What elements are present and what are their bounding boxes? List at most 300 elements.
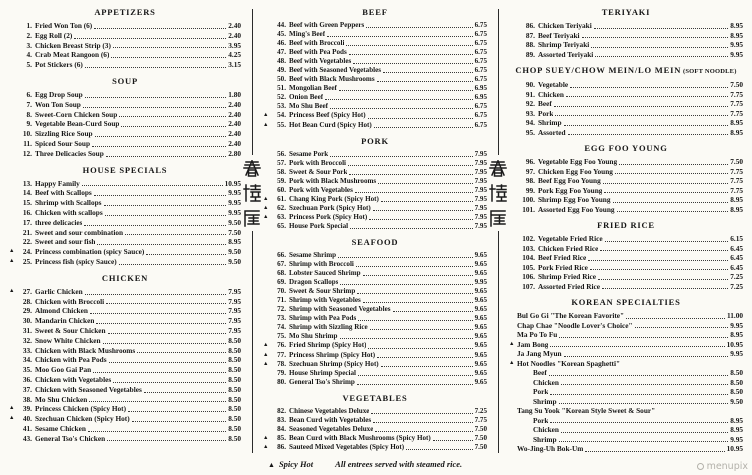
dot-leader xyxy=(144,392,226,393)
item-price: 9.50 xyxy=(228,217,241,227)
item-name: Beef with Pea Pods xyxy=(289,48,347,57)
item-name: Vegetable Fried Rice xyxy=(538,234,603,243)
section-title xyxy=(9,7,241,18)
dot-leader xyxy=(94,195,226,196)
item-name: Beef with Green Peppers xyxy=(289,21,365,29)
menu-section xyxy=(509,220,743,291)
item-name: Egg Roll (2) xyxy=(35,30,73,40)
item-number: 77. xyxy=(277,350,286,359)
dot-leader xyxy=(559,441,729,442)
item-number: 8. xyxy=(26,109,32,119)
item-price: 8.95 xyxy=(730,195,743,204)
item-number: 17. xyxy=(22,217,32,227)
item-price: 7.50 xyxy=(474,442,487,451)
menu-item xyxy=(509,80,743,90)
item-price: 6.75 xyxy=(474,21,487,29)
spicy-icon: ▲ xyxy=(263,351,269,358)
item-number: 103. xyxy=(522,243,535,253)
dot-leader xyxy=(383,72,473,73)
spicy-icon: ▲ xyxy=(263,213,269,220)
item-number: 94. xyxy=(525,118,535,127)
item-name: Spiced Sour Soup xyxy=(35,138,91,148)
menu-item xyxy=(509,21,743,31)
item-name: Chicken with Pea Pods xyxy=(35,355,107,365)
item-number: 16. xyxy=(22,207,32,217)
dot-leader xyxy=(338,257,472,258)
item-name: Won Ton Soup xyxy=(35,99,81,109)
item-name: Chicken Egg Foo Young xyxy=(538,166,613,176)
item-price: 6.75 xyxy=(474,120,487,129)
item-price: 9.95 xyxy=(730,49,743,59)
item-name: Shrimp with Seasoned Vegetables xyxy=(289,305,391,314)
section-title xyxy=(9,273,241,284)
dot-leader xyxy=(377,81,473,82)
item-number: 69. xyxy=(277,278,286,287)
dot-leader xyxy=(378,183,472,184)
item-name: Chicken Fried Rice xyxy=(538,243,599,253)
menu-item xyxy=(9,414,241,424)
item-price: 6.95 xyxy=(474,93,487,102)
menu-columns xyxy=(9,7,743,459)
menu-item xyxy=(263,121,487,130)
section-title xyxy=(9,76,241,87)
item-price: 9.65 xyxy=(474,350,487,359)
item-number: 102. xyxy=(522,234,535,243)
menu-section xyxy=(263,237,487,387)
menu-item xyxy=(509,31,743,41)
item-name: Pork with Vegetables xyxy=(289,185,353,194)
item-name: Chicken with Broccoli xyxy=(35,296,105,306)
item-number: 11. xyxy=(23,138,32,148)
item-price: 3.15 xyxy=(228,60,241,70)
dot-leader xyxy=(358,320,472,321)
spicy-icon: ▲ xyxy=(9,257,15,264)
item-number: 25. xyxy=(22,256,32,266)
dot-leader xyxy=(626,318,725,319)
menu-item xyxy=(509,340,743,350)
item-price: 9.65 xyxy=(474,341,487,350)
item-price: 2.40 xyxy=(228,119,241,129)
menu-item xyxy=(9,41,241,51)
dot-leader xyxy=(88,431,226,432)
item-number: 70. xyxy=(277,287,286,296)
spicy-icon: ▲ xyxy=(509,359,515,366)
menu-item xyxy=(509,349,743,359)
section-title xyxy=(509,65,743,77)
item-name: Szechuan Shrimp (Spicy Hot) xyxy=(289,359,379,368)
dot-leader xyxy=(346,45,472,46)
menu-item xyxy=(509,321,743,331)
item-number: 27. xyxy=(22,286,32,296)
dot-leader xyxy=(393,311,473,312)
item-name: Dragon Scallops xyxy=(289,278,339,287)
menu-section xyxy=(509,65,743,137)
menu-column xyxy=(263,7,487,459)
section-title-text: SEAFOOD xyxy=(351,236,399,247)
item-price: 6.75 xyxy=(474,30,487,39)
item-price: 8.95 xyxy=(730,425,743,434)
item-price: 7.95 xyxy=(474,194,487,203)
dot-leader xyxy=(353,63,472,64)
menu-item xyxy=(9,208,241,218)
item-number: 38. xyxy=(22,394,32,404)
column-divider xyxy=(487,7,509,459)
dot-leader xyxy=(137,352,226,353)
item-name: Beef with Seasoned Vegetables xyxy=(289,66,382,75)
dot-leader xyxy=(125,234,226,235)
item-number: 83. xyxy=(277,415,286,424)
item-number: 9. xyxy=(26,119,32,129)
menu-item xyxy=(509,195,743,205)
item-number: 54. xyxy=(277,111,286,120)
item-price: 9.95 xyxy=(228,198,241,208)
item-price: 8.95 xyxy=(730,330,743,339)
menu-item xyxy=(509,425,743,435)
item-price: 8.95 xyxy=(730,21,743,30)
section-title xyxy=(509,143,743,154)
menu-item xyxy=(263,378,487,387)
item-price: 6.75 xyxy=(474,57,487,66)
dot-leader xyxy=(119,264,227,265)
menu-item xyxy=(509,128,743,138)
item-name: Egg Drop Soup xyxy=(35,89,83,99)
watermark xyxy=(697,461,748,472)
item-number: 62. xyxy=(277,203,286,212)
item-price: 8.95 xyxy=(730,30,743,40)
menu-item xyxy=(263,269,487,278)
menu-item xyxy=(509,416,743,426)
dot-leader xyxy=(103,343,227,344)
menu-item xyxy=(9,149,241,159)
section-title-text: KOREAN SPECIALTIES xyxy=(571,297,681,307)
item-number: 51. xyxy=(277,84,286,93)
menu-item xyxy=(263,314,487,323)
dot-leader xyxy=(363,302,473,303)
dot-leader xyxy=(85,294,227,295)
item-price: 7.95 xyxy=(228,325,241,335)
dot-leader xyxy=(105,215,227,216)
item-name: three delicacies xyxy=(35,217,83,227)
menu-item xyxy=(263,93,487,102)
item-price: 6.75 xyxy=(474,102,487,111)
dot-leader xyxy=(74,38,226,39)
item-price: 9.50 xyxy=(730,396,743,406)
item-price: 2.40 xyxy=(228,129,241,139)
item-price: 9.95 xyxy=(228,188,241,198)
item-price: 8.50 xyxy=(730,387,743,396)
dot-leader xyxy=(84,225,226,226)
menu-item xyxy=(9,247,241,257)
menu-item xyxy=(9,100,241,110)
item-price: 7.95 xyxy=(474,185,487,194)
item-number: 74. xyxy=(277,323,286,332)
item-price: 2.80 xyxy=(228,148,241,158)
menu-item xyxy=(509,157,743,167)
section-title-text: VEGETABLES xyxy=(342,392,408,403)
menu-column xyxy=(9,7,241,459)
item-price: 6.95 xyxy=(474,84,487,93)
dot-leader xyxy=(89,401,226,402)
menu-item xyxy=(263,195,487,204)
item-price: 9.95 xyxy=(730,434,743,444)
dot-leader xyxy=(113,382,226,383)
item-price: 9.95 xyxy=(730,349,743,358)
item-name: Beef Teriyaki xyxy=(538,30,580,40)
item-name: Pot Stickers (6) xyxy=(35,60,83,70)
dot-leader xyxy=(381,201,473,202)
chinese-character-icon xyxy=(488,158,508,178)
dot-leader xyxy=(339,90,473,91)
item-number: 48. xyxy=(277,57,286,66)
dot-leader xyxy=(340,338,473,339)
dot-leader xyxy=(92,146,226,147)
item-name: Shrimp with Scallops xyxy=(35,198,102,208)
menu-item xyxy=(9,375,241,385)
item-price: 7.75 xyxy=(730,89,743,99)
item-number: 32. xyxy=(22,335,32,345)
item-price: 6.75 xyxy=(474,66,487,75)
item-name: Shrimp Fried Rice xyxy=(538,272,596,281)
menu-item xyxy=(263,213,487,222)
menu-item xyxy=(263,186,487,195)
dot-leader xyxy=(106,156,226,157)
spicy-icon: ▲ xyxy=(9,405,15,412)
item-price: 7.95 xyxy=(474,167,487,176)
item-price: 10.95 xyxy=(224,178,241,188)
section-title xyxy=(263,393,487,404)
item-price: 7.95 xyxy=(474,149,487,158)
menu-item xyxy=(9,336,241,346)
dot-leader xyxy=(350,228,472,229)
item-name: Chicken with Seasoned Vegetables xyxy=(35,384,142,394)
item-name: Sesame Shrimp xyxy=(289,250,337,259)
dot-leader xyxy=(97,244,226,245)
item-number: 93. xyxy=(525,108,535,118)
item-number: 73. xyxy=(277,314,286,323)
item-number: 101. xyxy=(522,204,535,214)
item-number: 4. xyxy=(26,50,32,60)
item-number: 12. xyxy=(22,148,32,158)
item-name: Chicken Teriyaki xyxy=(538,21,592,30)
item-price: 7.95 xyxy=(474,176,487,185)
item-price: 8.95 xyxy=(730,415,743,425)
item-number: 91. xyxy=(525,89,535,99)
dot-leader xyxy=(340,284,472,285)
dot-leader xyxy=(325,99,472,100)
item-number: 100. xyxy=(522,195,535,204)
menu-item xyxy=(509,359,743,369)
dot-leader xyxy=(357,384,473,385)
item-name: Crab Meat Rangoon (6) xyxy=(35,50,110,60)
section-title xyxy=(263,7,487,18)
menu-section xyxy=(509,7,743,59)
item-name: Mo Shu Chicken xyxy=(35,394,88,404)
item-price: 9.95 xyxy=(730,40,743,49)
dot-leader xyxy=(106,303,226,304)
menu-item xyxy=(509,234,743,244)
item-number: 2. xyxy=(26,30,32,40)
menu-item xyxy=(9,228,241,238)
dot-leader xyxy=(368,348,472,349)
menu-item xyxy=(509,378,743,388)
dot-leader xyxy=(93,372,226,373)
menu-item xyxy=(509,406,743,416)
item-name: Shrimp with Pea Pods xyxy=(289,314,357,323)
item-number: 86. xyxy=(277,442,286,451)
spicy-legend-label: Spicy Hot xyxy=(278,459,314,469)
item-name: House Shrimp Special xyxy=(289,368,357,377)
menu-item xyxy=(263,305,487,314)
menu-item xyxy=(263,159,487,168)
dot-leader xyxy=(108,333,227,334)
item-price: 7.75 xyxy=(730,176,743,185)
item-number: 85. xyxy=(277,433,286,442)
dot-leader xyxy=(366,27,472,28)
menu-item xyxy=(509,205,743,215)
item-price: 8.50 xyxy=(228,414,241,424)
item-number: 52. xyxy=(277,93,286,102)
item-name: Chicken Breast Strip (3) xyxy=(35,40,111,50)
item-price: 9.65 xyxy=(474,269,487,278)
chinese-character-icon xyxy=(488,183,508,203)
entrees-note: All entrees served with steamed rice. xyxy=(335,459,463,469)
item-name: Three Delicacies Soup xyxy=(35,148,104,158)
item-price: 8.95 xyxy=(730,204,743,214)
menu-item xyxy=(9,365,241,375)
item-name: Szechuan Chicken (Spicy Hot) xyxy=(35,414,130,424)
dot-leader xyxy=(356,266,473,267)
item-price: 9.65 xyxy=(474,260,487,269)
dot-leader xyxy=(617,211,729,212)
menu-item xyxy=(9,188,241,198)
item-number: 22. xyxy=(22,237,32,247)
menu-item xyxy=(263,21,487,30)
item-price: 6.75 xyxy=(474,111,487,120)
item-price: 7.95 xyxy=(474,158,487,167)
item-name: Bean Curd with Vegetables xyxy=(289,415,372,424)
menu-item xyxy=(509,282,743,292)
item-number: 87. xyxy=(525,30,535,40)
item-price: 8.50 xyxy=(228,365,241,375)
item-price: 9.65 xyxy=(474,296,487,305)
item-name: Princess combination (spicy Sauce) xyxy=(35,247,145,257)
item-name: Vegetable Egg Foo Young xyxy=(538,157,618,166)
dot-leader xyxy=(83,107,226,108)
dot-leader xyxy=(619,164,728,165)
item-price: 8.50 xyxy=(228,433,241,443)
spicy-icon: ▲ xyxy=(263,434,269,441)
menu-item xyxy=(263,204,487,213)
menu-item xyxy=(9,316,241,326)
menu-item xyxy=(9,424,241,434)
item-number: 43. xyxy=(22,433,32,443)
dot-leader xyxy=(604,192,728,193)
item-number: 5. xyxy=(26,60,32,70)
item-price: 11.00 xyxy=(726,311,743,320)
item-name: Sweet-Corn Chicken Soup xyxy=(35,109,118,119)
item-name: Sesame Pork xyxy=(289,149,329,158)
dot-leader xyxy=(373,422,472,423)
menu-item xyxy=(509,244,743,254)
item-name: Princess Pork (Spicy Hot) xyxy=(289,212,368,221)
item-number: 59. xyxy=(277,176,286,185)
dot-leader xyxy=(82,185,223,186)
dot-leader xyxy=(94,28,226,29)
spicy-icon: ▲ xyxy=(263,121,269,128)
section-title xyxy=(509,220,743,231)
menu-item xyxy=(9,129,241,139)
dot-leader xyxy=(132,421,227,422)
item-number: 96. xyxy=(525,157,535,166)
dot-leader xyxy=(85,67,226,68)
item-name: Jam Bong xyxy=(517,339,549,349)
item-price: 7.50 xyxy=(228,227,241,237)
chinese-character-icon xyxy=(242,183,262,203)
menu-item xyxy=(9,110,241,120)
menu-item xyxy=(263,360,487,369)
section-title-text: CHOP SUEY/CHOW MEIN/LO MEIN xyxy=(515,65,682,75)
dot-leader xyxy=(591,47,728,48)
item-number: 106. xyxy=(522,272,535,281)
dot-leader xyxy=(635,327,729,328)
menu-item xyxy=(509,253,743,263)
item-price: 7.95 xyxy=(474,212,487,221)
menu-item xyxy=(263,39,487,48)
dot-leader xyxy=(615,173,728,174)
menu-section xyxy=(9,7,241,70)
item-name: Snow White Chicken xyxy=(35,335,101,345)
item-name: Pork xyxy=(533,415,549,425)
dot-leader xyxy=(595,56,728,57)
section-title-text: APPETIZERS xyxy=(94,7,156,17)
item-price: 9.50 xyxy=(228,256,241,266)
spicy-icon: ▲ xyxy=(263,360,269,367)
menu-item xyxy=(509,186,743,196)
item-price: 8.50 xyxy=(228,394,241,404)
dot-leader xyxy=(550,394,728,395)
spicy-icon: ▲ xyxy=(9,287,15,294)
item-number: 86. xyxy=(525,21,535,30)
item-price: 2.40 xyxy=(228,109,241,119)
item-number: 57. xyxy=(277,158,286,167)
item-number: 7. xyxy=(26,99,32,109)
item-number: 92. xyxy=(525,99,535,108)
menu-section xyxy=(9,273,241,444)
item-price: 6.45 xyxy=(730,253,743,262)
item-price: 7.95 xyxy=(228,296,241,306)
menu-item xyxy=(9,385,241,395)
spicy-legend xyxy=(268,459,313,469)
item-name: Hot Noodles "Korean Spaghetti" xyxy=(517,358,621,368)
divider-line xyxy=(498,9,499,453)
item-name: Sweet and sour fish xyxy=(35,237,96,247)
item-price: 7.50 xyxy=(474,424,487,433)
section-title xyxy=(263,136,487,147)
item-name: Ming's Beef xyxy=(289,30,326,39)
item-name: General Tso's Chicken xyxy=(35,433,106,443)
menu-item xyxy=(509,435,743,445)
spicy-icon: ▲ xyxy=(9,415,15,422)
item-price: 1.80 xyxy=(228,89,241,99)
menu-item xyxy=(9,306,241,316)
dot-leader xyxy=(95,136,227,137)
dot-leader xyxy=(559,403,729,404)
item-number: 89. xyxy=(525,49,535,59)
item-number: 24. xyxy=(22,247,32,257)
item-name: Assorted Teriyaki xyxy=(538,49,594,59)
item-name: Mandarin Chicken xyxy=(35,316,95,326)
item-price: 7.75 xyxy=(730,108,743,118)
